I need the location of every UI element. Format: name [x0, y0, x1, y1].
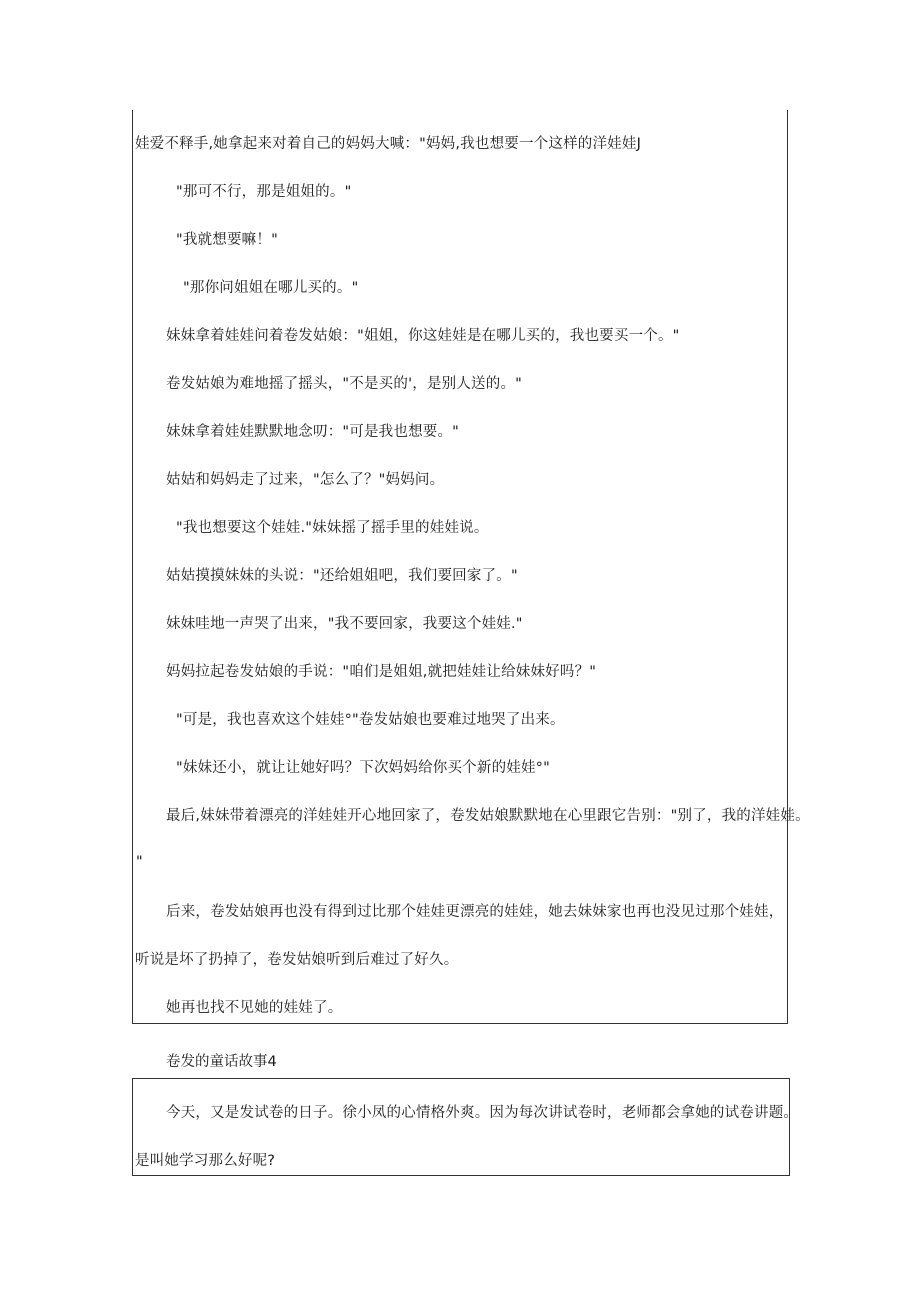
story-3-line-16: ": [136, 854, 143, 870]
story-3-line-12: 妈妈拉起卷发姑娘的手说："咱们是姐姐,就把娃娃让给妹妹好吗？": [166, 664, 597, 680]
story-3-line-11: 妹妹哇地一声哭了出来，"我不要回家，我要这个娃娃.": [166, 616, 523, 632]
story-3-line-4: "那你问姐姐在哪儿买的。": [183, 280, 359, 296]
story-3-line-10: 姑姑摸摸妹妹的头说："还给姐姐吧，我们要回家了。": [166, 568, 518, 584]
story-3-line-15: 最后,妹妹带着漂亮的洋娃娃开心地回家了，卷发姑娘默默地在心里跟它告别："别了，我的洋娃娃。: [166, 808, 810, 824]
story-3-line-18: 听说是坏了扔掉了，卷发姑娘听到后难过了好久。: [135, 952, 459, 968]
story-3-line-8: 姑姑和妈妈走了过来，"怎么了？"妈妈问。: [166, 472, 445, 488]
story-3-line-13: "可是，我也喜欢这个娃娃°"卷发姑娘也要难过地哭了出来。: [176, 712, 565, 728]
story-3-line-14: "妹妹还小，就让让她好吗？下次妈妈给你买个新的娃娃°": [176, 760, 550, 776]
story-3-line-1: 娃爱不释手,她拿起来对着自己的妈妈大喊："妈妈,我也想要一个这样的洋娃娃J: [135, 136, 642, 152]
story-3-line-5: 妹妹拿着娃娃问着卷发姑娘："姐姐，你这娃娃是在哪儿买的，我也要买一个。": [166, 328, 680, 344]
story-4-title: 卷发的童话故事4: [166, 1054, 277, 1070]
story-3-line-6: 卷发姑娘为难地摇了摇头，"不是买的'，是别人送的。": [166, 376, 523, 392]
story-3-line-19: 她再也找不见她的娃娃了。: [166, 1000, 343, 1016]
story-3-line-7: 妹妹拿着娃娃默默地念叨："可是我也想要。": [166, 424, 460, 440]
story-3-line-17: 后来，卷发姑娘再也没有得到过比那个娃娃更漂亮的娃娃，她去妹妹家也再也没见过那个娃娃，: [166, 904, 784, 920]
story-3-line-2: "那可不行，那是姐姐的。": [176, 184, 352, 200]
story-3-line-3: "我就想要嘛！": [176, 232, 278, 248]
story-3-line-9: "我也想要这个娃娃."妹妹摇了摇手里的娃娃说。: [176, 520, 489, 536]
story-4-line-1: 今天，又是发试卷的日子。徐小凤的心情格外爽。因为每次讲试卷时，老师都会拿她的试卷讲题。: [166, 1105, 799, 1121]
story-4-line-2: 是叫她学习那么好呢?: [135, 1153, 276, 1169]
